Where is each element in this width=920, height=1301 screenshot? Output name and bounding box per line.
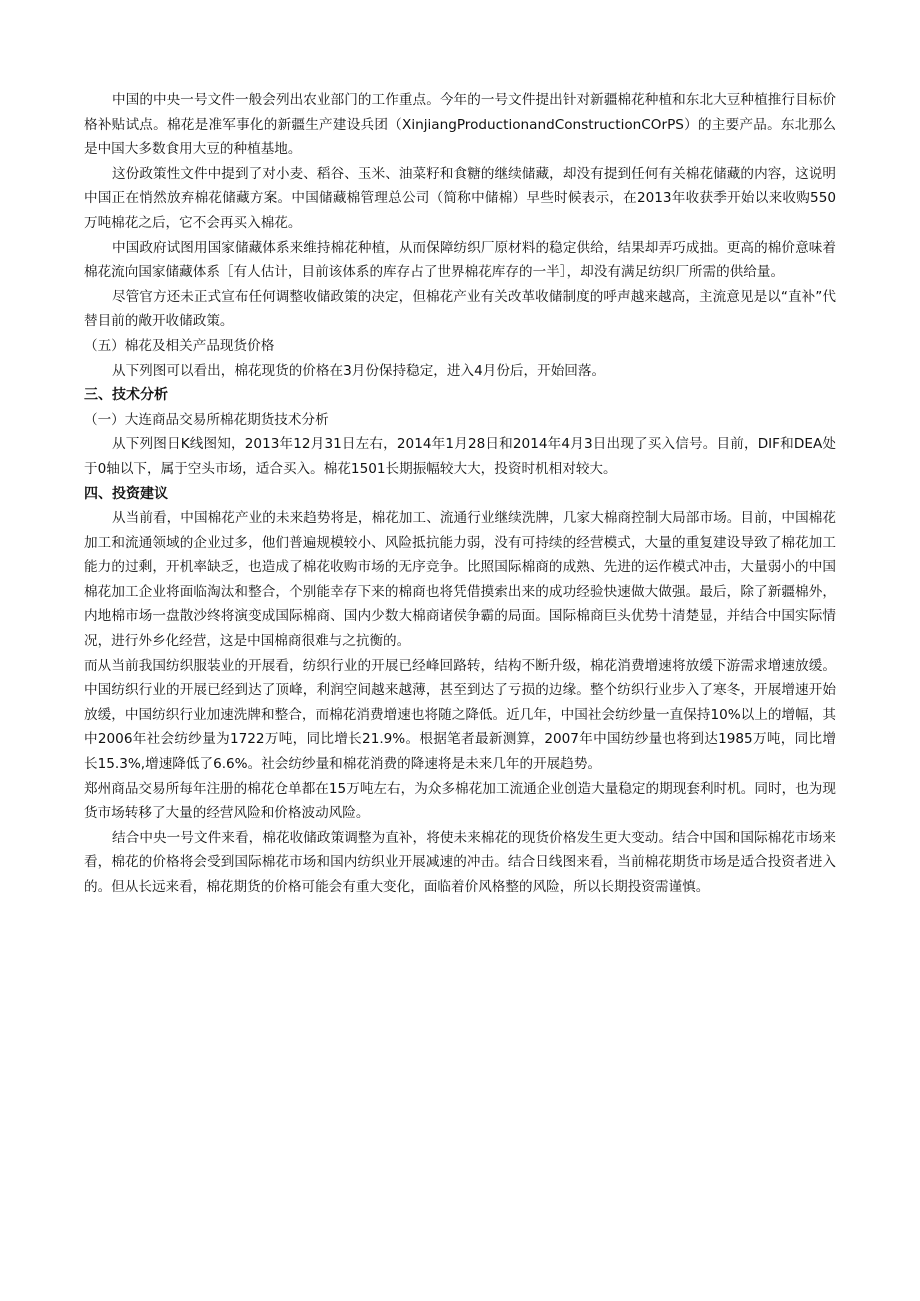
paragraph-central-document: 中国的中央一号文件一般会列出农业部门的工作重点。今年的一号文件提出针对新疆棉花种植和东北大豆种植推行目标价格补贴试点。棉花是准军事化的新疆生产建设兵团（XinjiangProductionandConstructionCOrPS）的主要产品。东北那么是中国大多数食用大豆的种植基地。: [84, 92, 836, 158]
paragraph-conclusion: 结合中央一号文件来看，棉花收储政策调整为直补，将使未来棉花的现货价格发生更大变动。结合中国和国际棉花市场来看，棉花的价格将会受到国际棉花市场和国内纺织业开展减速的冲击。结合日线图来看，当前棉花期货市场是适合投资者进入的。但从长远来看，棉花期货的价格可能会有重大变化，面临着价风格整的风险，所以长期投资需谨慎。: [84, 829, 836, 895]
paragraph-direct-subsidy: 尽管官方还未正式宣布任何调整收储政策的决定，但棉花产业有关改革收储制度的呼声越来越高，主流意见是以“直补”代替目前的敞开收储政策。: [84, 288, 836, 330]
paragraph-kline: 从下列图日K线图知，2013年12月31日左右，2014年1月28日和2014年4月3日出现了买入信号。目前，DIF和DEA处于0轴以下，属于空头市场，适合买入。棉花1501长期振幅较大大，投资时机相对较大。: [84, 436, 836, 477]
paragraph-zhengzhou-exchange: 郑州商品交易所每年注册的棉花仓单都在15万吨左右，为众多棉花加工流通企业创造大量稳定的期现套利时机。同时，也为现货市场转移了大量的经营风险和价格波动风险。: [84, 780, 836, 822]
paragraph-state-storage: 中国政府试图用国家储藏体系来维持棉花种植，从而保障纺织厂原材料的稳定供给，结果却弄巧成拙。更高的棉价意味着棉花流向国家储藏体系［有人估计，目前该体系的库存占了世界棉花库存的一半］，却没有满足纺织厂所需的供给量。: [84, 239, 836, 281]
paragraph-storage-policy: 这份政策性文件中提到了对小麦、稻谷、玉米、油菜籽和食糖的继续储藏，却没有提到任何有关棉花储藏的内容，这说明中国正在悄然放弃棉花储藏方案。中国储藏棉管理总公司（简称中储棉）早些时候表示，在2013年收获季开始以来收购550万吨棉花之后，它不会再买入棉花。: [84, 165, 836, 231]
paragraph-textile-industry: 而从当前我国纺织服装业的开展看，纺织行业的开展已经峰回路转，结构不断升级，棉花消费增速将放缓下游需求增速放缓。中国纺织行业的开展已经到达了顶峰，利润空间越来越薄，甚至到达了亏损的边缘。整个纺织行业步入了寒冬，开展增速开始放缓，中国纺织行业加速洗牌和整合，而棉花消费增速也将随之降低。近几年，中国社会纺纱量一直保持10%以上的增幅，其中2006年社会纺纱量为1722万吨，同比增长21.9%。根据笔者最新测算，2007年中国纺纱量也将到达1985万吨，同比增长15.3%,增速降低了6.6%。社会纺纱量和棉花消费的降速将是未来几年的开展趋势。: [84, 657, 836, 773]
subheading-spot-price: （五）棉花及相关产品现货价格: [84, 337, 275, 354]
heading-investment-advice: 四、投资建议: [84, 485, 168, 502]
paragraph-spot-price: 从下列图可以看出，棉花现货的价格在3月份保持稳定，进入4月份后，开始回落。: [112, 362, 606, 379]
paragraph-industry-trend: 从当前看，中国棉花产业的未来趋势将是，棉花加工、流通行业继续洗牌，几家大棉商控制大局部市场。目前，中国棉花加工和流通领域的企业过多，他们普遍规模较小、风险抵抗能力弱，没有可持续的经营模式，大量的重复建设导致了棉花加工能力的过剩，开机率缺乏，也造成了棉花收购市场的无序竞争。比照国际棉商的成熟、先进的运作模式冲击，大量弱小的中国棉花加工企业将面临淘汰和整合，个别能幸存下来的棉商也将凭借摸索出来的成功经验快速做大做强。最后，除了新疆棉外，内地棉市场一盘散沙终将演变成国际棉商、国内少数大棉商诸侯争霸的局面。国际棉商巨头优势十清楚显，并结合中国实际情况，进行外乡化经营，这是中国棉商很难与之抗衡的。: [84, 510, 836, 650]
heading-technical-analysis: 三、技术分析: [84, 387, 168, 404]
subheading-dalian-futures: （一）大连商品交易所棉花期货技术分析: [84, 411, 329, 428]
document-body: [84, 88, 836, 900]
